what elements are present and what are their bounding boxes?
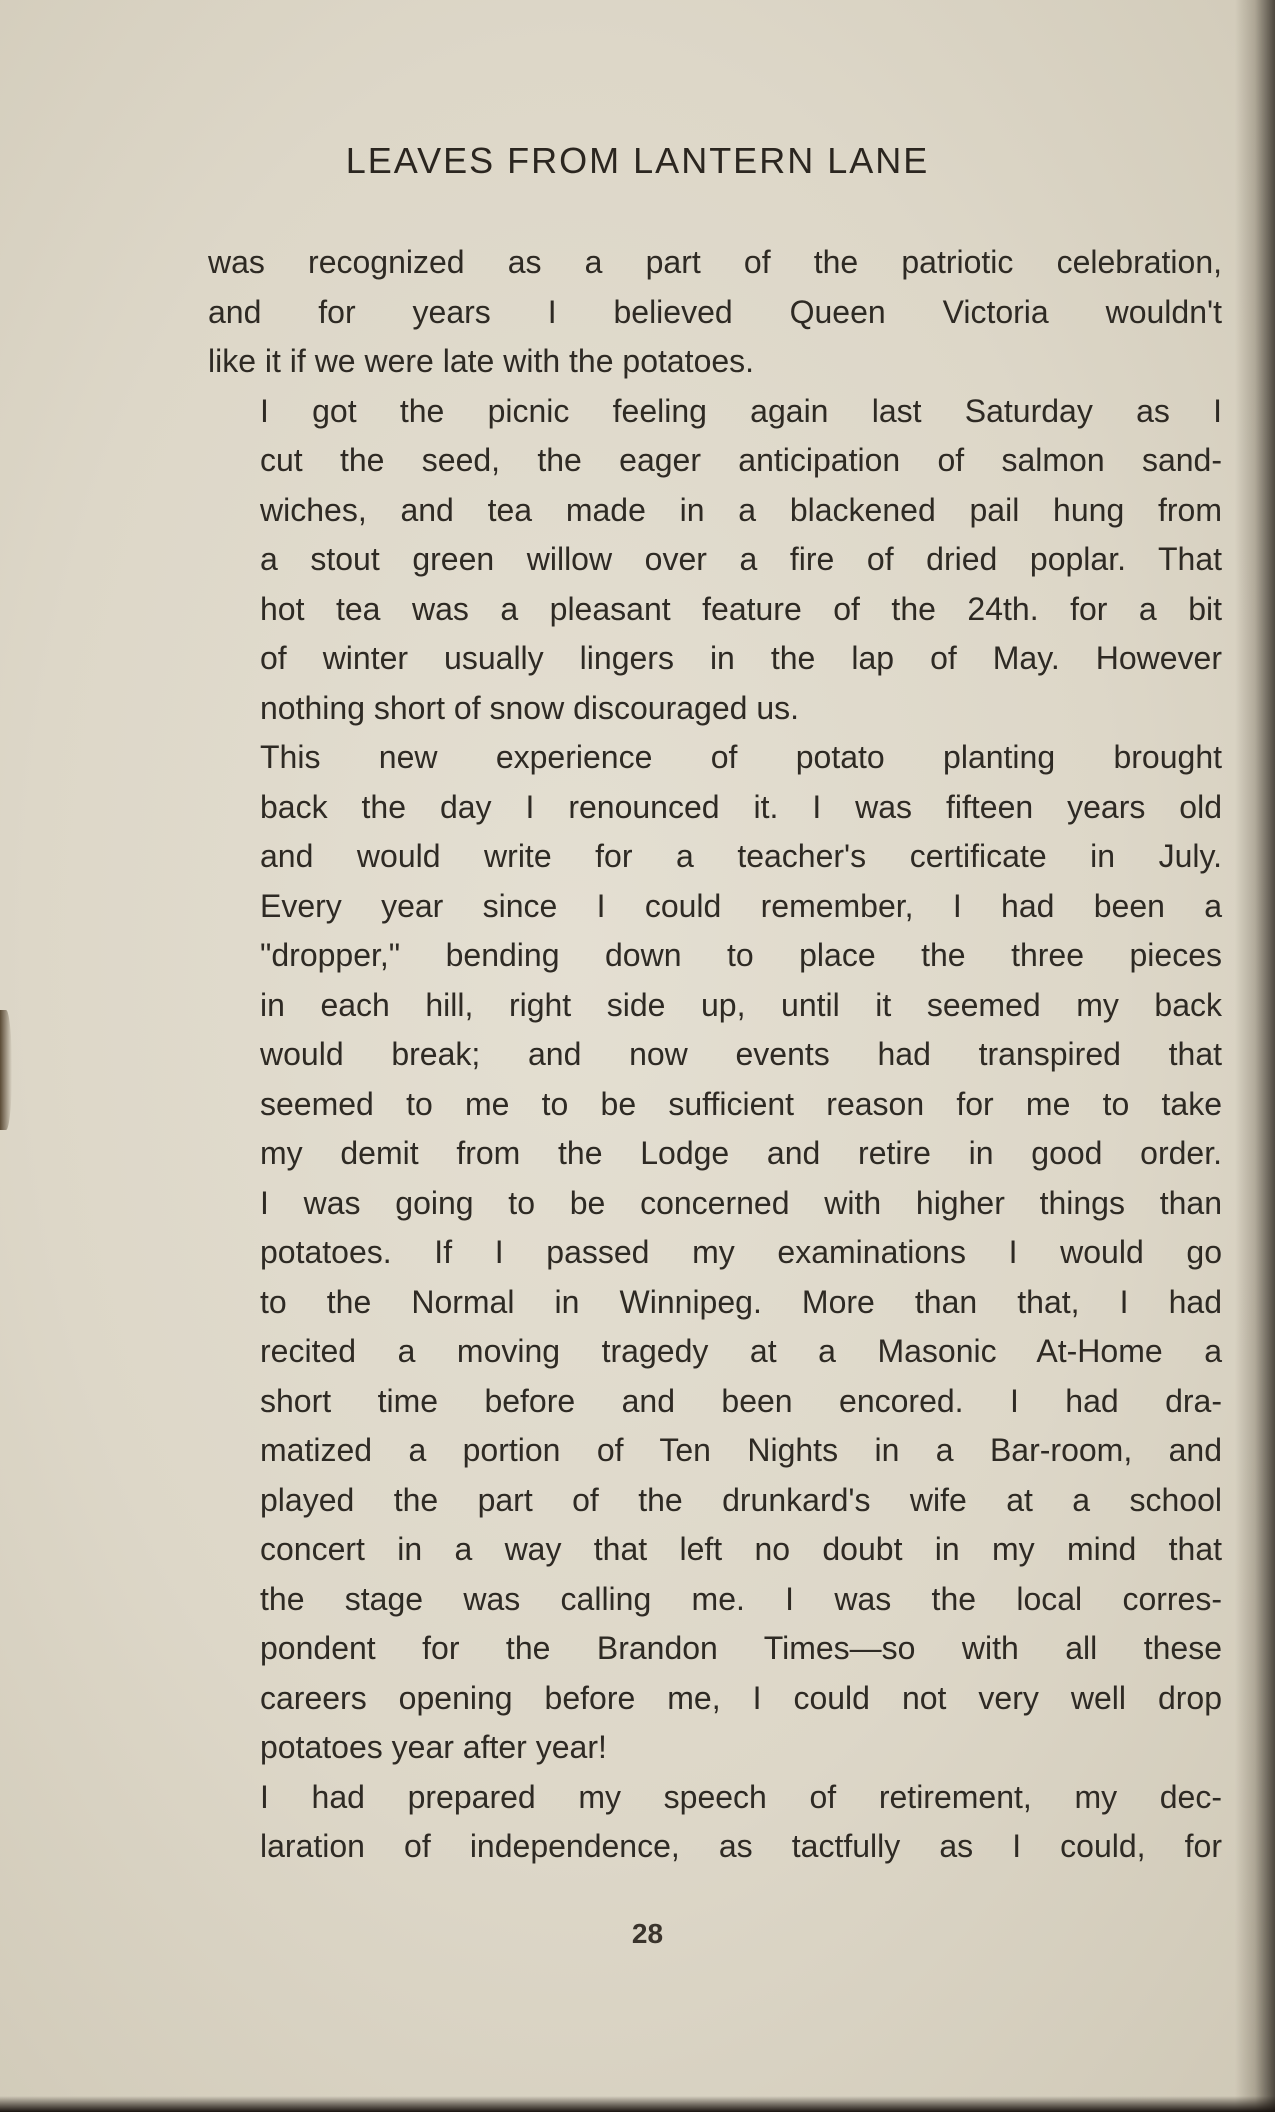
text-line: matized a portion of Ten Nights in a Bar-room, and: [260, 1432, 1222, 1468]
paragraph: [208, 733, 1222, 1773]
text-line: nothing short of snow discouraged us.: [260, 689, 799, 726]
text-line: played the part of the drunkard's wife at a school: [260, 1481, 1222, 1518]
paragraph: [208, 1773, 1222, 1872]
text-line: laration of independence, as tactfully as I could, for: [260, 1828, 1222, 1864]
text-line: was recognized as a part of the patriotic celebration,: [208, 244, 1222, 280]
text-line: potatoes year after year!: [260, 1729, 607, 1765]
gutter-shadow: [1235, 0, 1275, 2112]
body-text: [208, 238, 1222, 1872]
page-number: 28: [631, 1918, 664, 1949]
text-line: cut the seed, the eager anticipation of salmon sand-: [260, 442, 1222, 478]
text-line: short time before and been encored. I had dra-: [260, 1382, 1222, 1419]
text-line: Every year since I could remember, I had been a: [260, 887, 1222, 924]
text-line: pondent for the Brandon Times—so with all these: [260, 1630, 1222, 1666]
text-line: in each hill, right side up, until it seemed my back: [260, 986, 1222, 1023]
text-line: hot tea was a pleasant feature of the 24th. for a bit: [260, 590, 1222, 627]
text-line: of winter usually lingers in the lap of May. However: [260, 640, 1222, 676]
running-head: LEAVES FROM LANTERN LANE: [345, 140, 930, 181]
text-line: I had prepared my speech of retirement, my dec-: [260, 1778, 1222, 1815]
text-line: careers opening before me, I could not very well drop: [260, 1679, 1222, 1716]
bottom-edge-shadow: [0, 2096, 1275, 2112]
text-line: and for years I believed Queen Victoria wouldn't: [208, 293, 1222, 330]
text-line: recited a moving tragedy at a Masonic At-Home a: [260, 1333, 1222, 1369]
text-line: I got the picnic feeling again last Saturday as I: [260, 392, 1222, 429]
paragraph: [208, 387, 1222, 734]
text-line: a stout green willow over a fire of dried poplar. That: [260, 541, 1222, 577]
text-line: concert in a way that left no doubt in my mind that: [260, 1531, 1222, 1567]
text-line: potatoes. If I passed my examinations I would go: [260, 1234, 1222, 1270]
text-line: seemed to me to be sufficient reason for me to take: [260, 1085, 1222, 1122]
text-line: would break; and now events had transpired that: [260, 1036, 1222, 1072]
text-line: to the Normal in Winnipeg. More than that, I had: [260, 1283, 1222, 1320]
text-line: wiches, and tea made in a blackened pail hung from: [260, 491, 1222, 528]
text-line: This new experience of potato planting brought: [260, 739, 1222, 775]
text-line: back the day I renounced it. I was fifteen years old: [260, 788, 1222, 825]
page-edge-mark: [0, 1010, 12, 1130]
text-line: like it if we were late with the potatoes.: [208, 343, 755, 379]
text-line: the stage was calling me. I was the local corres-: [260, 1580, 1222, 1617]
text-line: "dropper," bending down to place the three pieces: [260, 937, 1222, 973]
paragraph: [208, 238, 1222, 387]
text-line: I was going to be concerned with higher things than: [260, 1184, 1222, 1221]
text-line: my demit from the Lodge and retire in good order.: [260, 1135, 1222, 1171]
text-line: and would write for a teacher's certificate in July.: [260, 838, 1222, 874]
